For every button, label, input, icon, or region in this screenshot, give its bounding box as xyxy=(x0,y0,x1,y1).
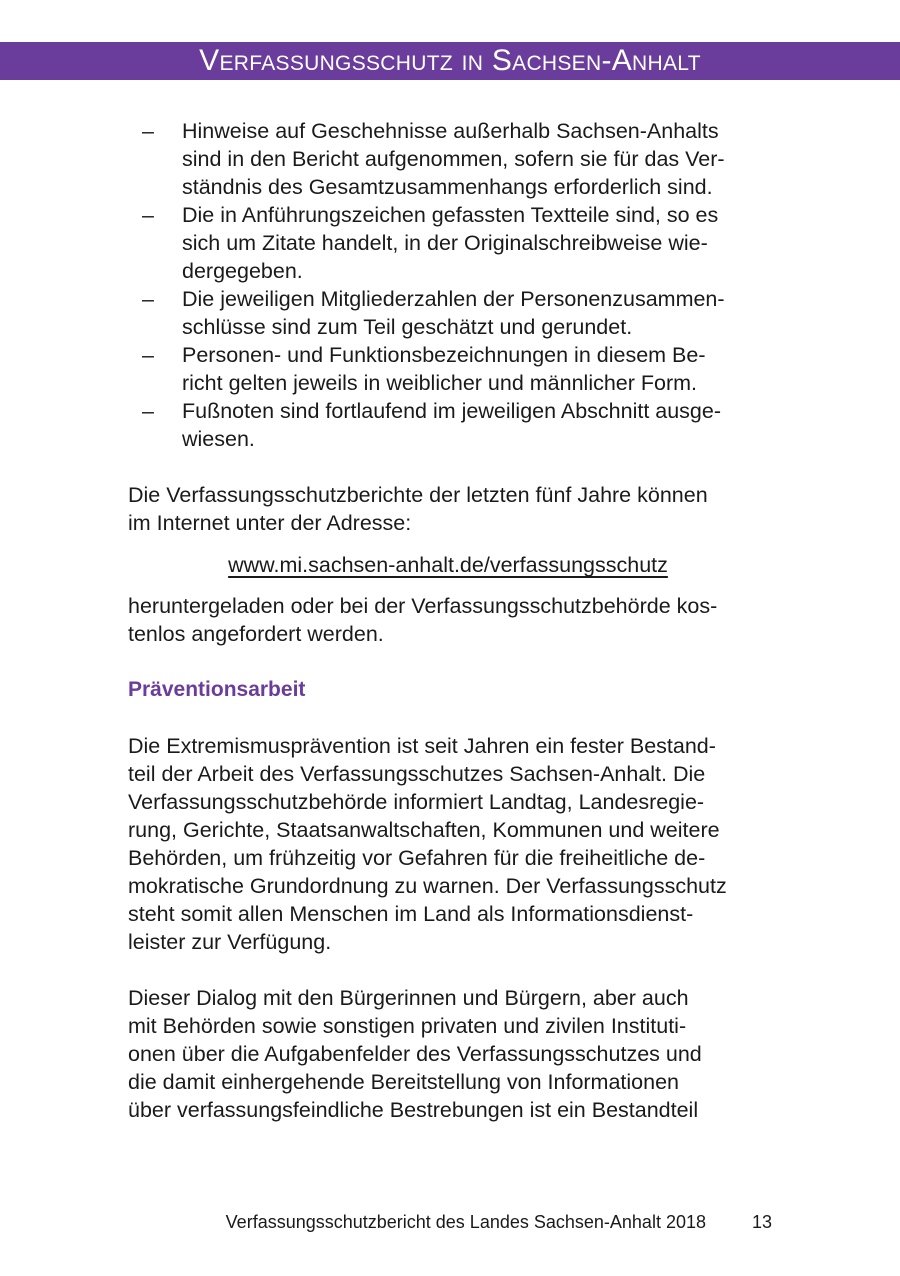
text-line: sind in den Bericht aufgenommen, sofern sie für das Ver- xyxy=(182,147,725,171)
text-line: über verfassungsfeindliche Bestrebungen ist ein Bestandteil xyxy=(128,1098,699,1122)
list-item xyxy=(128,285,778,341)
text-line: rung, Gerichte, Staatsanwaltschaften, Kommunen und weitere xyxy=(128,818,720,842)
page-content xyxy=(128,117,778,1124)
text-line: schlüsse sind zum Teil geschätzt und gerundet. xyxy=(182,315,633,339)
text-line: heruntergeladen oder bei der Verfassungsschutzbehörde kos- xyxy=(128,594,718,618)
text-line: mokratische Grundordnung zu warnen. Der Verfassungsschutz xyxy=(128,874,727,898)
text-line: Die in Anführungszeichen gefassten Textteile sind, so es xyxy=(182,203,719,227)
dash-marker: – xyxy=(142,343,154,367)
text-line: dergegeben. xyxy=(182,259,303,283)
text-line: Behörden, um frühzeitig vor Gefahren für die freiheitliche de- xyxy=(128,846,706,870)
text-line: tenlos angefordert werden. xyxy=(128,622,384,646)
text-line: Fußnoten sind fortlaufend im jeweiligen Abschnitt ausge- xyxy=(182,399,722,423)
footer-text: Verfassungsschutzbericht des Landes Sachsen-Anhalt 2018 xyxy=(225,1212,706,1232)
list-item xyxy=(128,341,778,397)
bullet-list xyxy=(128,117,778,453)
text-line: Die Extremismusprävention ist seit Jahren ein fester Bestand- xyxy=(128,734,716,758)
list-item xyxy=(128,117,778,201)
prevention-paragraph-2 xyxy=(128,984,778,1124)
text-line: onen über die Aufgabenfelder des Verfassungsschutzes und xyxy=(128,1042,702,1066)
dash-marker: – xyxy=(142,399,154,423)
page-number: 13 xyxy=(752,1212,773,1232)
text-line: leister zur Verfügung. xyxy=(128,930,332,954)
url-line xyxy=(128,551,778,579)
text-line: Die Verfassungsschutzberichte der letzten fünf Jahre können xyxy=(128,483,708,507)
text-line: sich um Zitate handelt, in der Originalschreibweise wie- xyxy=(182,231,708,255)
download-paragraph xyxy=(128,592,778,648)
header-bar xyxy=(0,42,900,80)
text-line: richt gelten jeweils in weiblicher und männlicher Form. xyxy=(182,371,698,395)
page-footer xyxy=(0,1212,900,1240)
dash-marker: – xyxy=(142,287,154,311)
text-line: im Internet unter der Adresse: xyxy=(128,511,412,535)
prevention-paragraph-1 xyxy=(128,732,778,956)
page-header-title: Verfassungsschutz in Sachsen-Anhalt xyxy=(199,44,701,77)
text-line: Dieser Dialog mit den Bürgerinnen und Bürgern, aber auch xyxy=(128,986,689,1010)
list-item xyxy=(128,201,778,285)
dash-marker: – xyxy=(142,203,154,227)
text-line: ständnis des Gesamtzusammenhangs erforderlich sind. xyxy=(182,175,713,199)
text-line: Die jeweiligen Mitgliederzahlen der Personenzusammen- xyxy=(182,287,725,311)
website-link[interactable]: www.mi.sachsen-anhalt.de/verfassungsschutz xyxy=(228,553,668,577)
text-line: die damit einhergehende Bereitstellung von Informationen xyxy=(128,1070,680,1094)
text-line: mit Behörden sowie sonstigen privaten und zivilen Instituti- xyxy=(128,1014,687,1038)
text-line: steht somit allen Menschen im Land als Informationsdienst- xyxy=(128,902,694,926)
dash-marker: – xyxy=(142,119,154,143)
text-line: Verfassungsschutzbehörde informiert Landtag, Landesregie- xyxy=(128,790,705,814)
section-heading: Präventionsarbeit xyxy=(128,678,306,701)
list-item xyxy=(128,397,778,453)
text-line: wiesen. xyxy=(182,427,255,451)
intro-paragraph xyxy=(128,481,778,537)
text-line: Hinweise auf Geschehnisse außerhalb Sachsen-Anhalts xyxy=(182,119,719,143)
text-line: Personen- und Funktionsbezeichnungen in diesem Be- xyxy=(182,343,706,367)
text-line: teil der Arbeit des Verfassungsschutzes Sachsen-Anhalt. Die xyxy=(128,762,706,786)
